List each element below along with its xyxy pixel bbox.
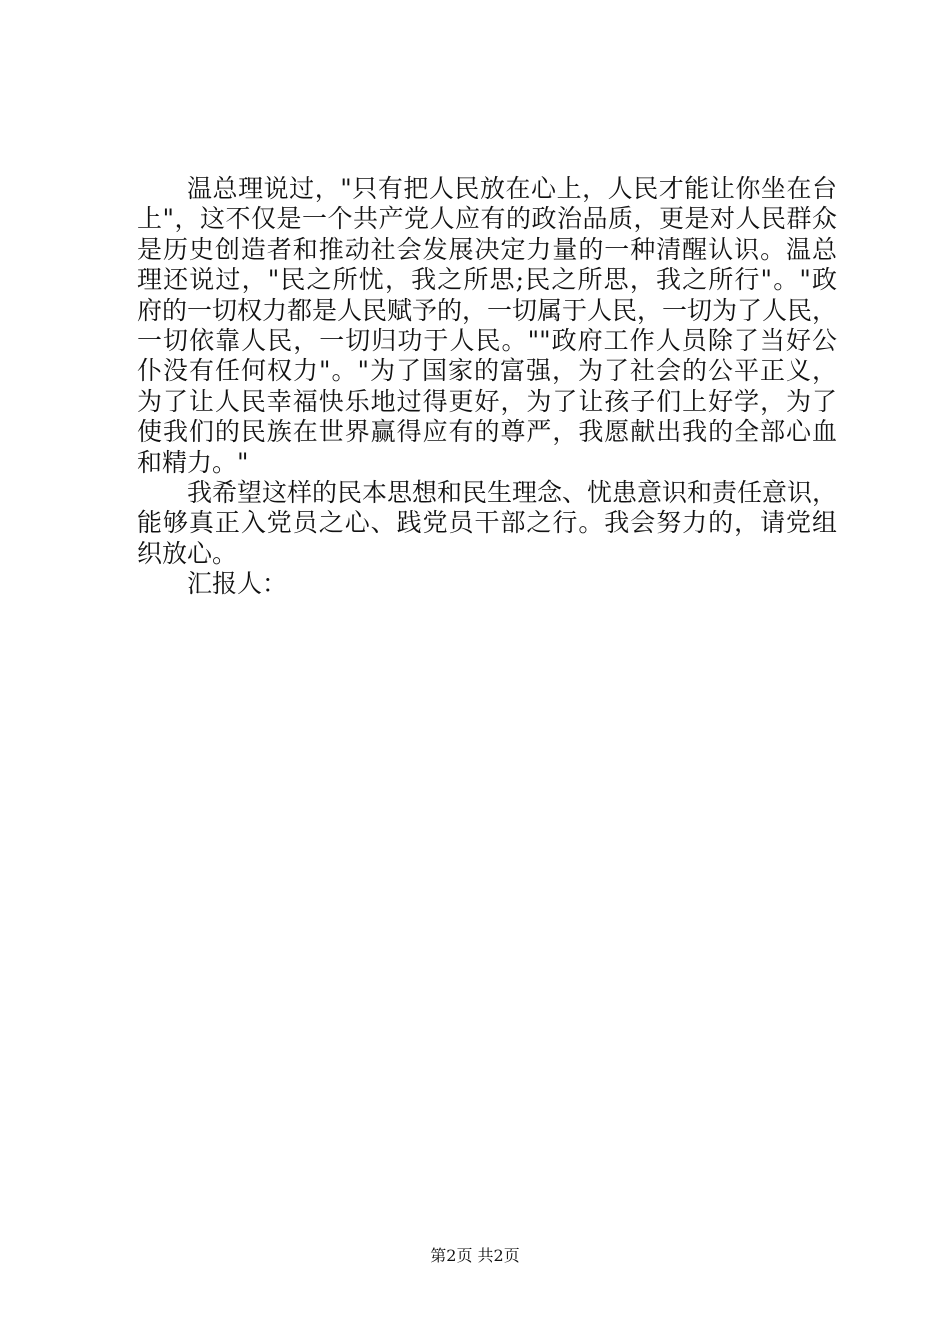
document-body: [137, 174, 837, 599]
paragraph-1-line-10: 和精力。": [137, 447, 249, 477]
paragraph-1-line-3: 是历史创造者和推动社会发展决定力量的一种清醒认识。温总: [137, 234, 837, 264]
paragraph-2-line-2: 能够真正入党员之心、践党员干部之行。我会努力的，请党组: [137, 508, 837, 538]
page-number-footer: 第2页 共2页: [430, 1246, 520, 1265]
paragraph-1-line-4: 理还说过，"民之所忧，我之所思;民之所思，我之所行"。"政: [137, 265, 837, 295]
paragraph-2-line-3: 织放心。: [137, 538, 238, 568]
paragraph-1-line-5: 府的一切权力都是人民赋予的，一切属于人民，一切为了人民，: [137, 295, 838, 325]
paragraph-2-line-1: 我希望这样的民本思想和民生理念、忧患意识和责任意识，: [187, 477, 838, 507]
reporter-label: 汇报人：: [187, 569, 288, 599]
paragraph-1-line-8: 为了让人民幸福快乐地过得更好，为了让孩子们上好学，为了: [137, 386, 837, 416]
paragraph-1-line-6: 一切依靠人民，一切归功于人民。""政府工作人员除了当好公: [137, 325, 837, 355]
paragraph-1-line-7: 仆没有任何权力"。"为了国家的富强，为了社会的公平正义，: [137, 356, 837, 386]
paragraph-1-line-9: 使我们的民族在世界赢得应有的尊严，我愿献出我的全部心血: [137, 417, 837, 447]
paragraph-1-line-1: 温总理说过，"只有把人民放在心上，人民才能让你坐在台: [187, 174, 837, 203]
paragraph-1-line-2: 上"，这不仅是一个共产党人应有的政治品质，更是对人民群众: [137, 204, 837, 234]
